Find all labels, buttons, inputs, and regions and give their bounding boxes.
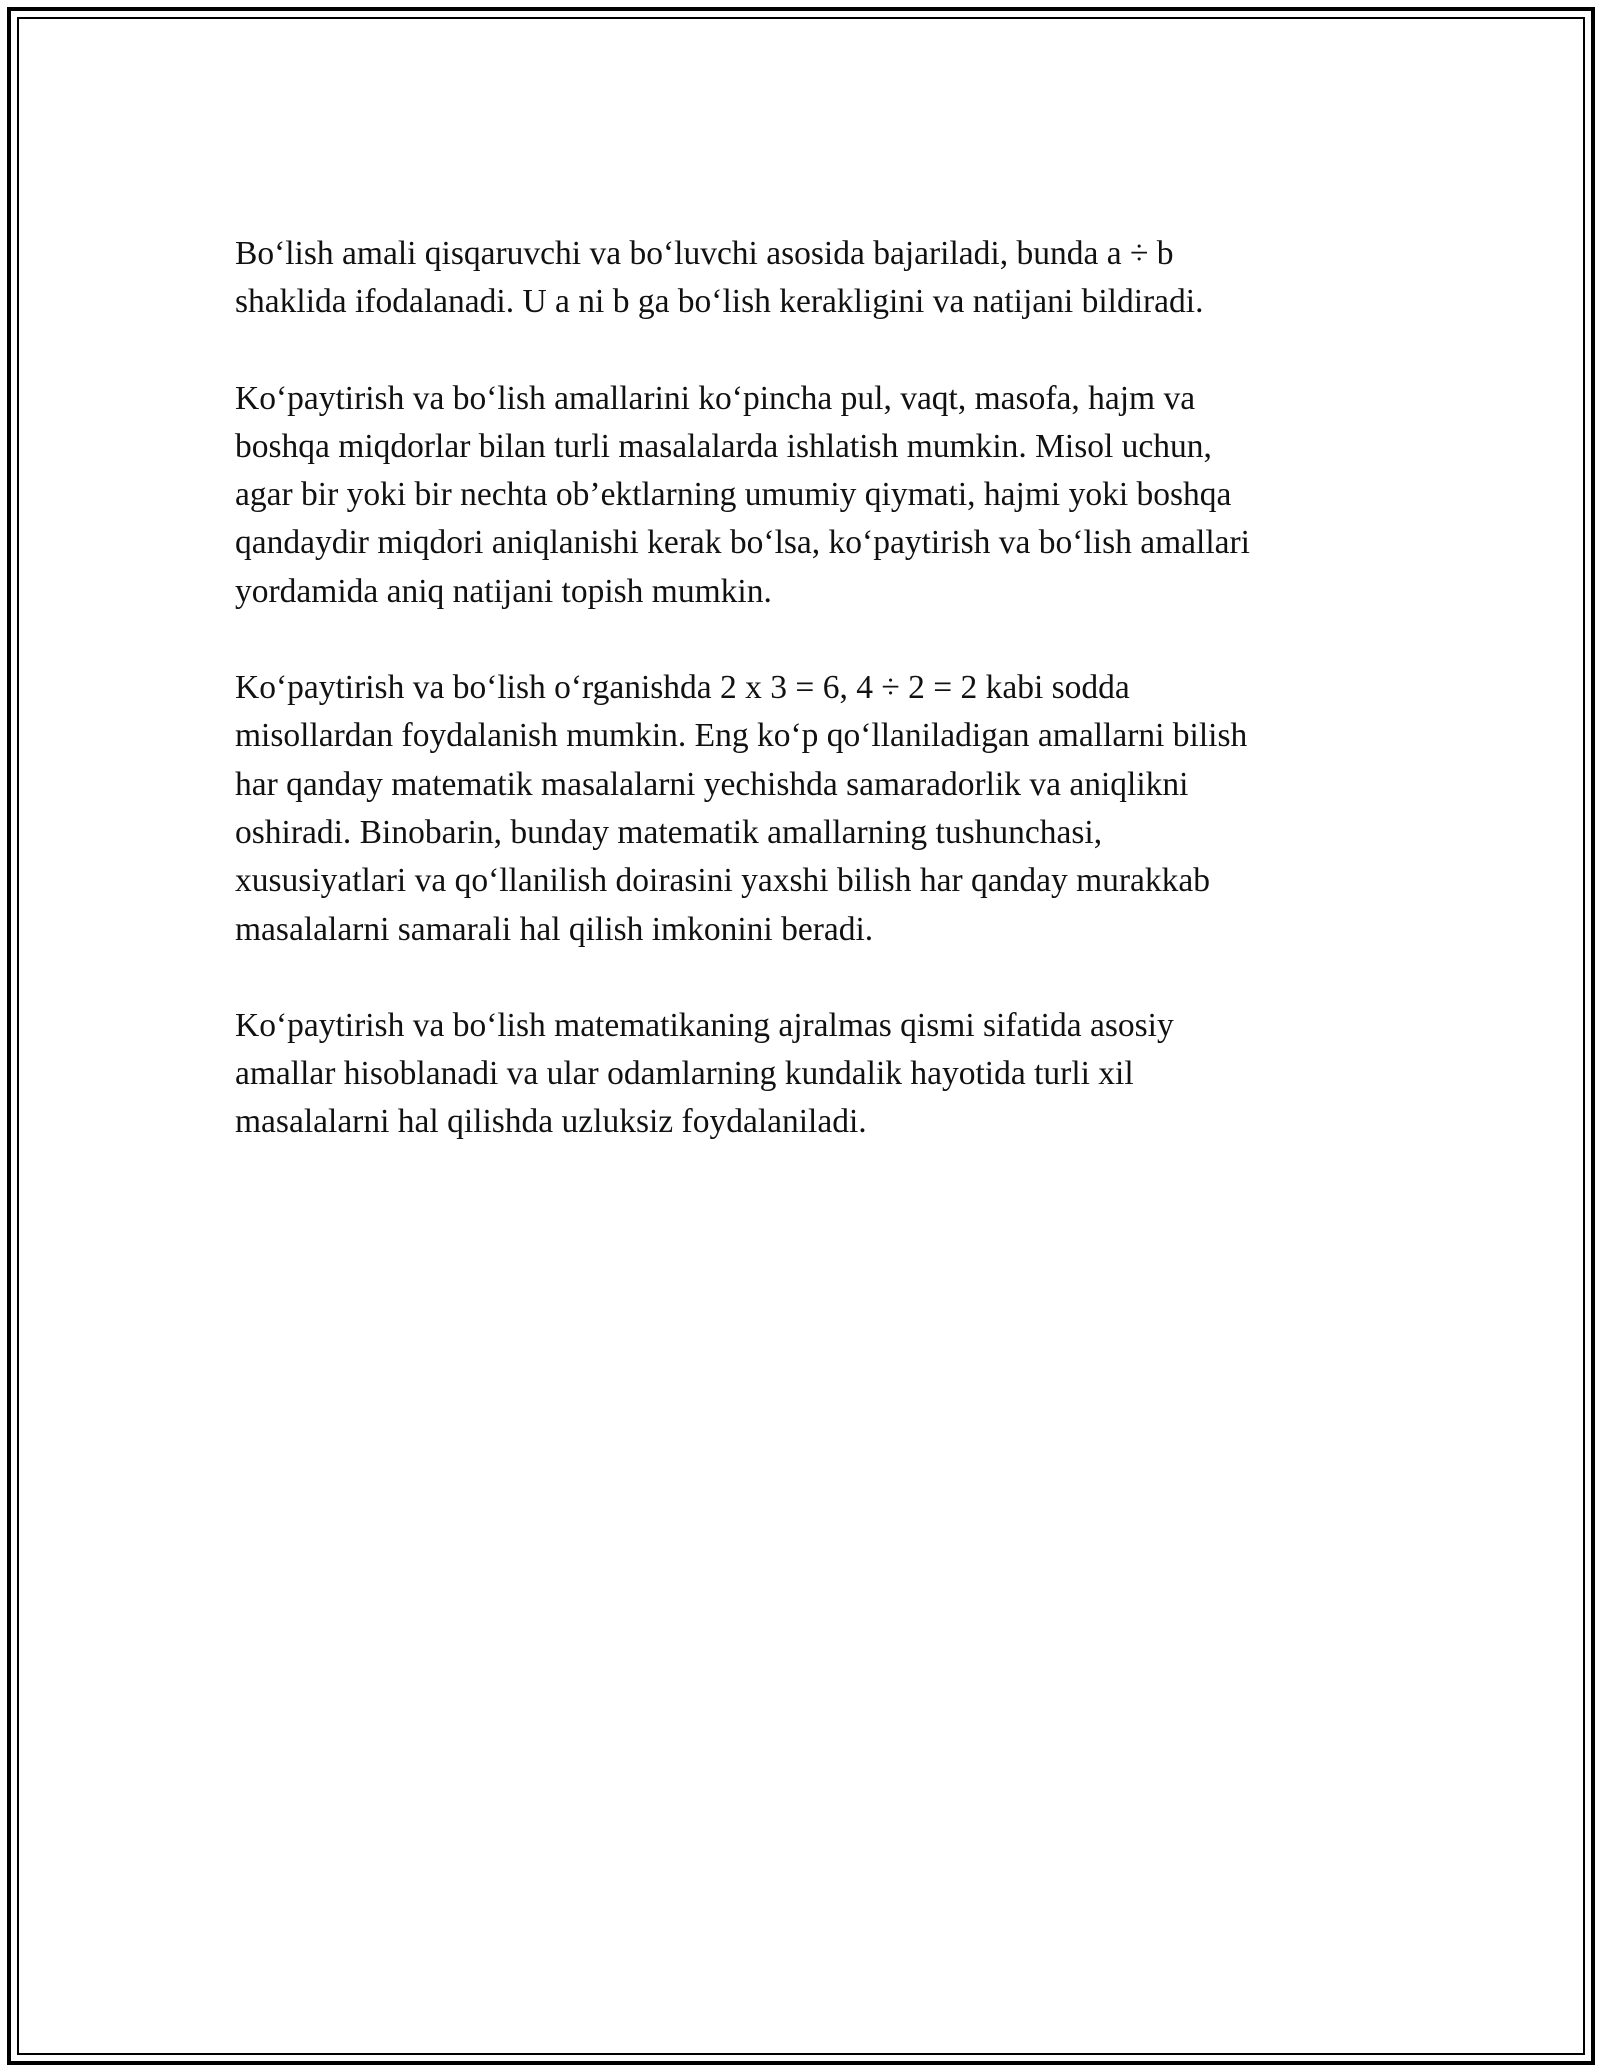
- text-line: qandaydir miqdori aniqlanishi kerak bo‘lsa, ko‘paytirish va bo‘lish amallari: [235, 524, 1250, 562]
- text-line: Ko‘paytirish va bo‘lish matematikaning ajralmas qismi sifatida asosiy: [235, 1006, 1174, 1044]
- paragraph-learning-examples: [235, 664, 1375, 954]
- text-line: boshqa miqdorlar bilan turli masalalarda ishlatish mumkin. Misol uchun,: [235, 427, 1212, 465]
- text-line: yordamida aniq natijani topish mumkin.: [235, 572, 772, 610]
- text-line: agar bir yoki bir nechta ob’ektlarning umumiy qiymati, hajmi yoki boshqa: [235, 476, 1232, 514]
- text-line: har qanday matematik masalalarni yechishda samaradorlik va aniqlikni: [235, 765, 1189, 803]
- text-line: oshiradi. Binobarin, bunday matematik amallarning tushunchasi,: [235, 813, 1103, 851]
- document-body: [235, 230, 1375, 1195]
- paragraph-division-definition: [235, 230, 1375, 327]
- paragraph-conclusion: [235, 1002, 1375, 1147]
- text-line: Ko‘paytirish va bo‘lish amallarini ko‘pincha pul, vaqt, masofa, hajm va: [235, 379, 1196, 417]
- text-line: masalalarni samarali hal qilish imkonini beradi.: [235, 910, 874, 948]
- paragraph-practical-usage: [235, 375, 1375, 616]
- text-line: Ko‘paytirish va bo‘lish o‘rganishda 2 x 3 = 6, 4 ÷ 2 = 2 kabi sodda: [235, 669, 1130, 707]
- text-line: xususiyatlari va qo‘llanilish doirasini yaxshi bilish har qanday murakkab: [235, 862, 1211, 900]
- text-line: Bo‘lish amali qisqaruvchi va bo‘luvchi asosida bajariladi, bunda a ÷ b: [235, 235, 1174, 272]
- text-line: masalalarni hal qilishda uzluksiz foydalaniladi.: [235, 1103, 867, 1141]
- text-line: amallar hisoblanadi va ular odamlarning kundalik hayotida turli xil: [235, 1055, 1134, 1093]
- text-line: shaklida ifodalanadi. U a ni b ga bo‘lish kerakligini va natijani bildiradi.: [235, 283, 1204, 321]
- text-line: misollardan foydalanish mumkin. Eng ko‘p qo‘llaniladigan amallarni bilish: [235, 717, 1248, 755]
